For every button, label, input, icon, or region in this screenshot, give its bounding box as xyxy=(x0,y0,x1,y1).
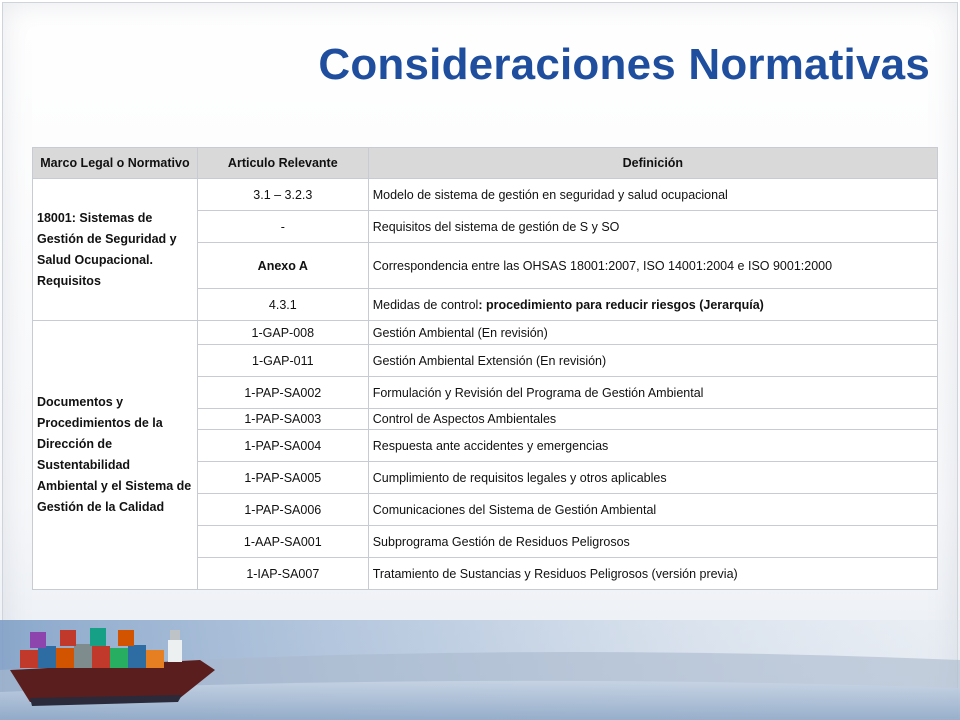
articulo-cell: 1-IAP-SA007 xyxy=(197,558,368,590)
articulo-cell: 1-PAP-SA006 xyxy=(197,494,368,526)
articulo-cell: 1-PAP-SA003 xyxy=(197,409,368,430)
header-articulo: Articulo Relevante xyxy=(197,148,368,179)
definicion-bold: : procedimiento para reducir riesgos (Jerarquía) xyxy=(478,297,764,312)
definicion-plain: Medidas de control xyxy=(372,297,479,312)
table-row xyxy=(33,179,938,211)
articulo-cell: - xyxy=(197,211,368,243)
table-header-row xyxy=(33,148,938,179)
table-row xyxy=(33,321,938,345)
definicion-cell: Control de Aspectos Ambientales xyxy=(368,409,937,430)
slide-title: Consideraciones Normativas xyxy=(318,40,930,89)
definicion-cell: Correspondencia entre las OHSAS 18001:2007, ISO 14001:2004 e ISO 9001:2000 xyxy=(368,243,937,289)
articulo-cell: 4.3.1 xyxy=(197,289,368,321)
normative-table xyxy=(32,147,938,590)
articulo-cell: 1-GAP-008 xyxy=(197,321,368,345)
header-marco: Marco Legal o Normativo xyxy=(33,148,198,179)
articulo-cell: 3.1 – 3.2.3 xyxy=(197,179,368,211)
definicion-cell: Respuesta ante accidentes y emergencias xyxy=(368,430,937,462)
container-ship-image xyxy=(0,600,960,720)
articulo-cell: Anexo A xyxy=(197,243,368,289)
definicion-cell: Comunicaciones del Sistema de Gestión Ambiental xyxy=(368,494,937,526)
articulo-cell: 1-PAP-SA004 xyxy=(197,430,368,462)
definicion-cell: Gestión Ambiental (En revisión) xyxy=(368,321,937,345)
definicion-cell: Subprograma Gestión de Residuos Peligrosos xyxy=(368,526,937,558)
articulo-cell: 1-PAP-SA002 xyxy=(197,377,368,409)
group-label-ohsas: 18001: Sistemas de Gestión de Seguridad y Salud Ocupacional. Requisitos xyxy=(33,179,198,321)
header-definicion: Definición xyxy=(368,148,937,179)
articulo-cell: 1-PAP-SA005 xyxy=(197,462,368,494)
articulo-cell: 1-GAP-011 xyxy=(197,345,368,377)
group-label-documentos: Documentos y Procedimientos de la Dirección de Sustentabilidad Ambiental y el Sistema de Gestión de la Calidad xyxy=(33,321,198,590)
definicion-cell: Formulación y Revisión del Programa de Gestión Ambiental xyxy=(368,377,937,409)
articulo-cell: 1-AAP-SA001 xyxy=(197,526,368,558)
definicion-cell: Modelo de sistema de gestión en seguridad y salud ocupacional xyxy=(368,179,937,211)
definicion-cell: Cumplimiento de requisitos legales y otros aplicables xyxy=(368,462,937,494)
definicion-cell: Requisitos del sistema de gestión de S y SO xyxy=(368,211,937,243)
definicion-cell: Gestión Ambiental Extensión (En revisión) xyxy=(368,345,937,377)
definicion-cell xyxy=(368,289,937,321)
definicion-cell: Tratamiento de Sustancias y Residuos Peligrosos (versión previa) xyxy=(368,558,937,590)
